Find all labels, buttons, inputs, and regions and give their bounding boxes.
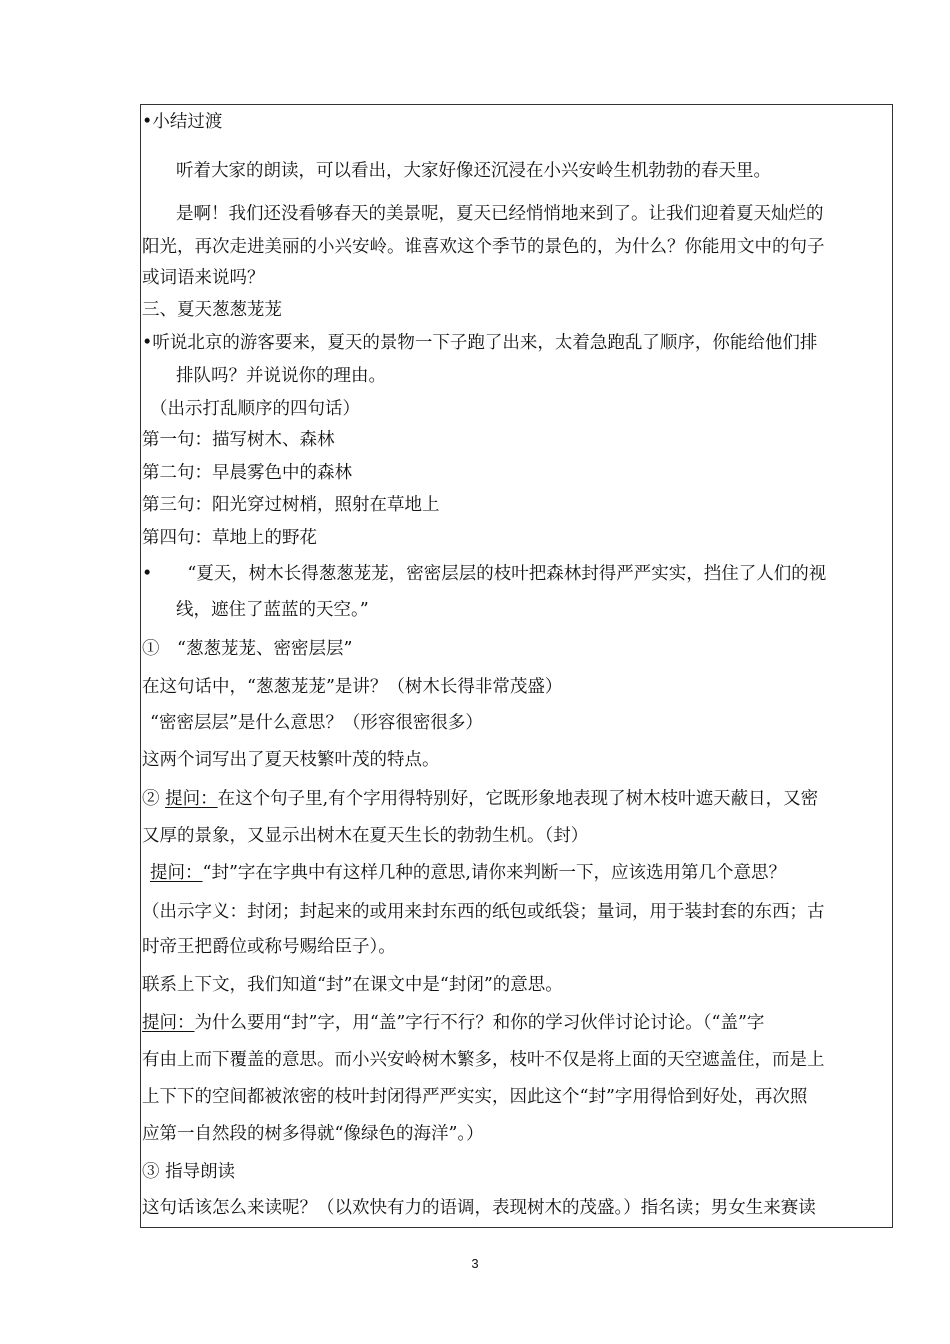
text-line: 是啊！我们还没看够春天的美景呢，夏天已经悄悄地来到了。让我们迎着夏天灿烂的 <box>176 204 824 224</box>
section-heading: 三、夏天葱葱茏茏 <box>142 300 282 320</box>
text-line <box>142 1010 764 1036</box>
text-line <box>142 786 818 812</box>
list-marker: ② <box>142 789 160 809</box>
question-label: 提问： <box>150 863 203 883</box>
text-line: •听说北京的游客要来，夏天的景物一下子跑了出来，太着急跑乱了顺序，你能给他们排 <box>142 333 818 353</box>
text-line: 排队吗？并说说你的理由。 <box>176 366 386 386</box>
text-line: 或词语来说吗？ <box>142 268 265 288</box>
text-line: 第四句：草地上的野花 <box>142 528 317 548</box>
text-span: 为什么要用“封”字，用“盖”字行不行？和你的学习伙伴讨论讨论。（“盖”字 <box>194 1013 765 1033</box>
text-line: 线，遮住了蓝蓝的天空。” <box>176 600 369 620</box>
text-line: 有由上而下覆盖的意思。而小兴安岭树木繁多，枝叶不仅是将上面的天空遮盖住，而是上 <box>142 1050 825 1070</box>
text-line <box>150 860 786 886</box>
text-line: 第三句：阳光穿过树梢，照射在草地上 <box>142 495 440 515</box>
page-number: 3 <box>471 1256 479 1271</box>
text-line: “密密层层”是什么意思？（形容很密很多） <box>150 713 483 733</box>
text-span: 在这个句子里,有个字用得特别好，它既形象地表现了树木枝叶遮天蔽日，又密 <box>217 789 819 809</box>
text-line: 这两个词写出了夏天枝繁叶茂的特点。 <box>142 750 440 770</box>
text-line: 又厚的景象，又显示出树木在夏天生长的勃勃生机。（封） <box>142 826 589 846</box>
text-line: • “夏天，树木长得葱葱茏茏，密密层层的枝叶把森林封得严严实实，挡住了人们的视 <box>142 564 827 584</box>
text-span: “封”字在字典中有这样几种的意思,请你来判断一下，应该选用第几个意思？ <box>202 863 786 883</box>
text-line: （出示打乱顺序的四句话） <box>150 399 360 419</box>
text-line: 第一句：描写树木、森林 <box>142 430 335 450</box>
question-label: 提问： <box>165 789 218 809</box>
text-line: 在这句话中，“葱葱茏茏”是讲？（树木长得非常茂盛） <box>142 677 563 697</box>
text-line: •小结过渡 <box>142 112 223 132</box>
text-line: 第二句：早晨雾色中的森林 <box>142 463 352 483</box>
text-line: 时帝王把爵位或称号赐给臣子）。 <box>142 937 396 957</box>
text-line: 联系上下文，我们知道“封”在课文中是“封闭”的意思。 <box>142 975 563 995</box>
text-line: （出示字义：封闭；封起来的或用来封东西的纸包或纸袋；量词，用于装封套的东西；古 <box>142 902 825 922</box>
text-line: 上下下的空间都被浓密的枝叶封闭得严严实实，因此这个“封”字用得恰到好处，再次照 <box>142 1087 808 1107</box>
question-label: 提问： <box>142 1013 195 1033</box>
text-line: ① “葱葱茏茏、密密层层” <box>142 639 353 659</box>
text-line: 这句话该怎么来读呢？（以欢快有力的语调，表现树木的茂盛。）指名读；男女生来赛读 <box>142 1198 816 1218</box>
text-line: 听着大家的朗读，可以看出，大家好像还沉浸在小兴安岭生机勃勃的春天里。 <box>176 161 771 181</box>
text-line: 阳光，再次走进美丽的小兴安岭。谁喜欢这个季节的景色的，为什么？你能用文中的句子 <box>142 237 825 257</box>
text-line: 应第一自然段的树多得就“像绿色的海洋”。） <box>142 1124 484 1144</box>
text-line: ③ 指导朗读 <box>142 1162 236 1182</box>
